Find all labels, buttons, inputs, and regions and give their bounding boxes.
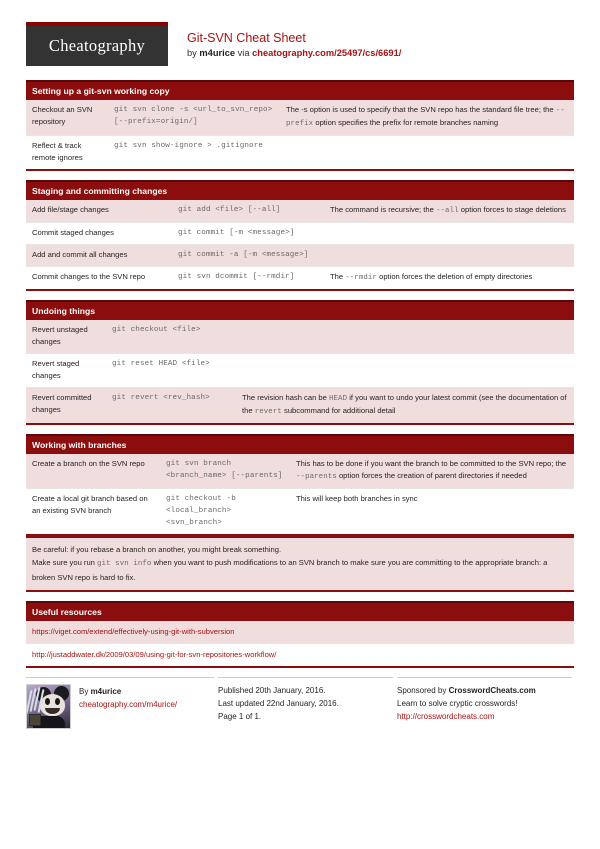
row-label: Create a local git branch based on an existing SVN branch (26, 489, 160, 536)
row-code: git svn dcommit [--rmdir] (172, 267, 324, 291)
footer-author-name: m4urice (90, 687, 122, 696)
table-row (26, 320, 574, 354)
avatar-badge (29, 714, 41, 726)
note-text-a: Make sure you run (32, 558, 95, 567)
table-row (26, 489, 574, 536)
table-row (26, 100, 574, 136)
row-label: Add file/stage changes (26, 200, 172, 223)
avatar-claws (28, 690, 42, 716)
section-table (26, 320, 574, 425)
table-row (26, 136, 574, 171)
desc-text-1: This has to be done if you want the branch to be committed to the SVN repo; the (296, 459, 567, 468)
desc-text-2: option forces the creation of parent directories if needed (338, 471, 527, 480)
footer-author-column (26, 677, 214, 729)
row-code: git revert <rev_hash> (106, 388, 236, 425)
sponsor-line (397, 684, 572, 697)
byline-author: m4urice (199, 48, 236, 58)
row-label: Commit changes to the SVN repo (26, 267, 172, 291)
desc-text-1: The revision hash can be (242, 393, 327, 402)
warning-note (26, 536, 574, 592)
resource-link-cell[interactable] (26, 644, 574, 668)
note-line-2 (32, 556, 568, 584)
table-row (26, 388, 574, 425)
row-code: git svn clone -s <url_to_svn_repo> [--prefix=origin/] (108, 100, 280, 136)
byline-via: via (235, 48, 253, 58)
table-row (26, 223, 574, 245)
updated-date: Last updated 22nd January, 2016. (218, 699, 339, 708)
desc-text-2: option forces the deletion of empty directories (379, 272, 533, 281)
title-block (187, 22, 401, 59)
row-label: Revert unstaged changes (26, 320, 106, 354)
row-code: git commit -a [-m <message>] (172, 245, 574, 267)
source-link[interactable]: cheatography.com/25497/cs/6691/ (252, 48, 402, 58)
desc-text-1: The -s option is used to specify that the SVN repo has the standard file tree; the (286, 105, 554, 114)
footer-publish-column (218, 677, 393, 729)
note-text-b: when you want to push modifications to an SVN branch to make sure you are committing to the appropriate branch: a broken SVN repo is hard to fix. (32, 558, 548, 582)
footer-by-prefix: By (79, 687, 91, 696)
row-label: Checkout an SVN repository (26, 100, 108, 136)
avatar-eye-right (55, 698, 60, 705)
resource-link[interactable]: https://viget.com/extend/effectively-using-git-with-subversion (32, 627, 235, 636)
row-description (324, 200, 574, 223)
desc-code: --prefix (286, 107, 565, 128)
footer-author-link[interactable]: cheatography.com/m4urice/ (79, 700, 178, 709)
section-useful-resources (26, 601, 574, 668)
table-row (26, 245, 574, 267)
row-label: Commit staged changes (26, 223, 172, 245)
table-row (26, 200, 574, 223)
row-code: git svn show-ignore > .gitignore (108, 136, 574, 171)
footer-by-line (79, 685, 177, 698)
section-working-with-branches (26, 434, 574, 536)
note-code: git svn info (97, 560, 152, 568)
table-row (26, 267, 574, 291)
desc-text-1: The (330, 272, 344, 281)
row-code: git commit [-m <message>] (172, 223, 574, 245)
avatar (26, 684, 71, 729)
section-title: Undoing things (26, 300, 574, 320)
section-table (26, 200, 574, 291)
byline (187, 48, 401, 59)
row-code: git add <file> [--all] (172, 200, 324, 223)
page-number: Page 1 of 1. (218, 712, 262, 721)
sponsor-name: CrosswordCheats.com (448, 686, 536, 695)
row-label: Revert committed changes (26, 388, 106, 425)
desc-text-2: if you want to undo your latest commit (see the documentation of the (242, 393, 567, 415)
section-title: Useful resources (26, 601, 574, 621)
row-description (290, 454, 574, 489)
desc-code-2: revert (254, 408, 282, 416)
page-title: Git-SVN Cheat Sheet (187, 31, 306, 45)
section-title: Setting up a git-svn working copy (26, 80, 574, 100)
footer-author-meta (79, 684, 177, 729)
page-footer (26, 677, 574, 729)
row-code: git svn branch <branch_name> [--parents] (160, 454, 290, 489)
avatar-eye-left (45, 698, 50, 705)
desc-code: --rmdir (345, 274, 377, 282)
section-title: Staging and committing changes (26, 180, 574, 200)
desc-text-2: option forces to stage deletions (460, 205, 566, 214)
section-title: Working with branches (26, 434, 574, 454)
sponsor-link[interactable]: http://crosswordcheats.com (397, 712, 495, 721)
row-description (236, 388, 574, 425)
masthead (26, 22, 574, 80)
row-label: Reflect & track remote ignores (26, 136, 108, 171)
row-code: git checkout <file> (106, 320, 574, 354)
section-staging-committing (26, 180, 574, 291)
desc-text-1: The command is recursive; the (330, 205, 434, 214)
section-table (26, 100, 574, 171)
page-content (26, 22, 574, 729)
resources-table (26, 621, 574, 668)
cheatography-logo-text: Cheatography (48, 36, 146, 55)
sponsor-prefix: Sponsored by (397, 686, 449, 695)
note-line-1: Be careful: if you rebase a branch on another, you might break something. (32, 545, 282, 554)
section-undoing-things (26, 300, 574, 425)
resource-link-cell[interactable] (26, 621, 574, 644)
desc-code: HEAD (328, 395, 348, 403)
byline-prefix: by (187, 48, 200, 58)
desc-code: --all (435, 207, 459, 215)
section-table (26, 454, 574, 536)
row-label: Revert staged changes (26, 354, 106, 388)
row-code: git checkout -b <local_branch> <svn_branch> (160, 489, 290, 536)
desc-text-3: subcommand for additional detail (284, 406, 396, 415)
footer-sponsor-column (397, 677, 572, 729)
row-code: git reset HEAD <file> (106, 354, 574, 388)
row-description: This will keep both branches in sync (290, 489, 574, 536)
row-description (280, 100, 574, 136)
table-row (26, 354, 574, 388)
desc-code: --parents (296, 473, 337, 481)
desc-text-2: option specifies the prefix for remote branches naming (315, 118, 499, 127)
row-description (324, 267, 574, 291)
section-setting-up (26, 80, 574, 171)
resource-link[interactable]: http://justaddwater.dk/2009/03/09/using-git-for-svn-repositories-workflow/ (32, 650, 277, 659)
sponsor-tagline: Learn to solve cryptic crosswords! (397, 699, 518, 708)
published-date: Published 20th January, 2016. (218, 686, 326, 695)
row-label: Add and commit all changes (26, 245, 172, 267)
table-row (26, 454, 574, 489)
cheatography-logo[interactable] (26, 22, 168, 66)
table-row (26, 644, 574, 668)
footer-author-url-line (79, 698, 177, 711)
row-label: Create a branch on the SVN repo (26, 454, 160, 489)
sponsor-url-line (397, 710, 572, 723)
table-row (26, 621, 574, 644)
